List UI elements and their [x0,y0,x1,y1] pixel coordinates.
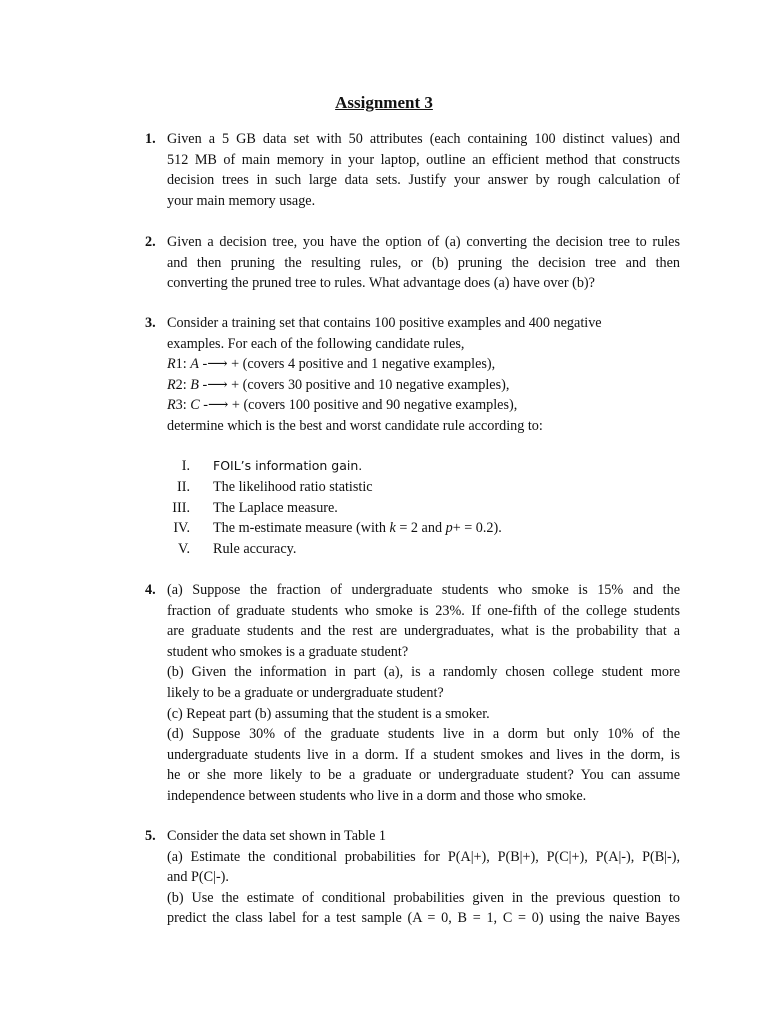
text-line: (d) Suppose 30% of the graduate students live in a dorm but only 10% of the [167,726,680,743]
text-line: 512 MB of main memory in your laptop, outline an efficient method that constructs [167,151,680,168]
text-line: determine which is the best and worst candidate rule according to: [167,417,543,434]
rule-r1: R1: A -⟶ + (covers 4 positive and 1 negative examples), [167,356,496,373]
text-line: (b) Use the estimate of conditional probabilities given in the previous question to [167,889,680,906]
list-item: II. The likelihood ratio statistic [177,478,373,495]
question-5 [145,826,680,929]
text-line: (c) Repeat part (b) assuming that the student is a smoker. [167,705,490,722]
list-item: V. Rule accuracy. [178,541,297,558]
question-number: 3. [145,315,156,331]
rule-r2: R2: B -⟶ + (covers 30 positive and 10 negative examples), [167,376,510,393]
question-2 [145,232,680,294]
text-line: he or she more likely to be a graduate or undergraduate student? You can assume [167,767,680,784]
text-line: Given a 5 GB data set with 50 attributes (each containing 100 distinct values) and [167,131,680,147]
text-line: student who smokes is a graduate student? [167,643,409,660]
text-line: and P(C|-). [167,869,229,886]
text-line: converting the pruned tree to rules. What advantage does (a) have over (b)? [167,275,595,292]
text-line: (a) Suppose the fraction of undergraduate students who smoke is 15% and the [167,582,680,598]
rule-r3: R3: C -⟶ + (covers 100 positive and 90 negative examples), [167,397,518,414]
list-item: I. FOIL’s information gain. [181,458,363,474]
question-1 [145,129,680,211]
text-line: likely to be a graduate or undergraduate student? [167,684,444,701]
text-line: your main memory usage. [167,192,316,209]
question-3 [145,313,680,437]
criteria-list [150,456,650,560]
question-number: 4. [145,582,156,598]
text-line: (a) Estimate the conditional probabilities for P(A|+), P(B|+), P(C|+), P(A|-), P(B|-), [167,848,680,865]
text-line: independence between students who live in a dorm and those who smoke. [167,787,587,804]
text-line: fraction of graduate students who smoke is 23%. If one-fifth of the college students [167,602,680,619]
text-line: are graduate students and the rest are undergraduates, what is the probability that a [167,623,680,640]
list-item: IV. The m-estimate measure (with k = 2 and p+ = 0.2). [173,520,502,537]
text-line: undergraduate students live in a dorm. If a student smokes and lives in the dorm, is [167,746,680,763]
page-title: Assignment 3 [335,93,433,112]
text-line: examples. For each of the following candidate rules, [167,335,465,352]
question-number: 2. [145,234,156,250]
list-item: III. The Laplace measure. [172,499,338,516]
text-line: Given a decision tree, you have the option of (a) converting the decision tree to rules [167,234,680,250]
text-line: Consider a training set that contains 100 positive examples and 400 negative [167,315,602,331]
text-line: Consider the data set shown in Table 1 [167,828,387,844]
question-4 [145,580,680,807]
question-number: 5. [145,828,156,844]
text-line: (b) Given the information in part (a), is a randomly chosen college student more [167,664,680,681]
text-line: and then pruning the resulting rules, or (b) pruning the decision tree and then [167,254,680,271]
question-number: 1. [145,131,156,147]
text-line: predict the class label for a test sample (A = 0, B = 1, C = 0) using the naive Bayes [167,910,680,927]
text-line: decision trees in such large data sets. Justify your answer by rough calculation of [167,172,680,189]
